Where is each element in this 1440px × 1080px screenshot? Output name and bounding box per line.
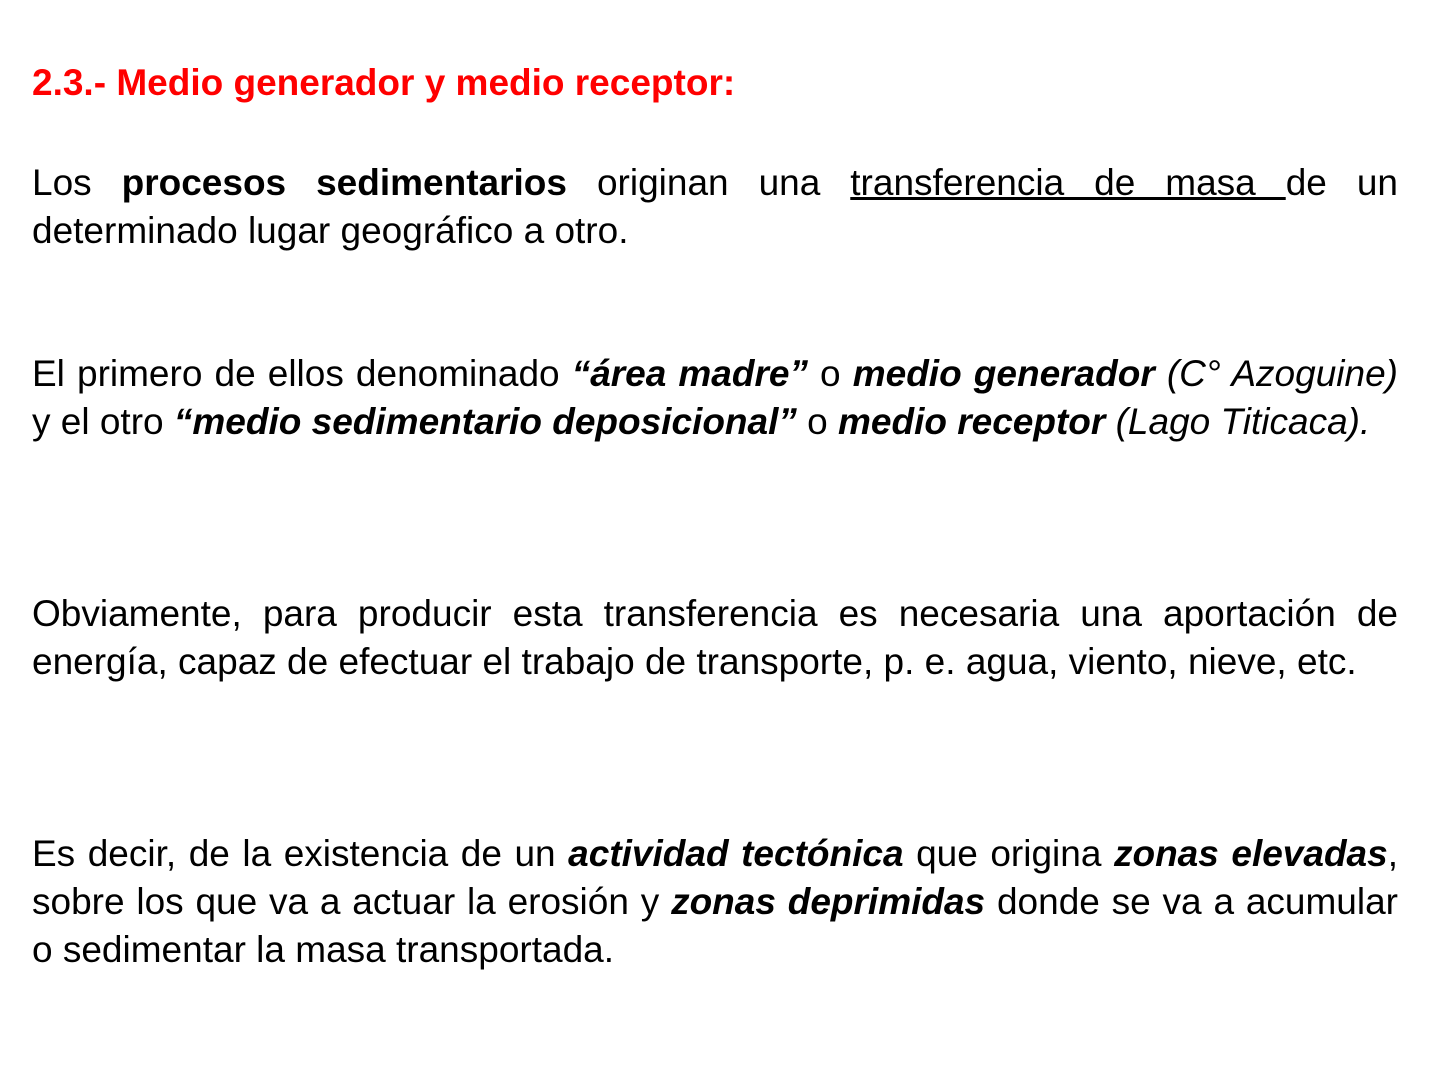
bold-term: procesos sedimentarios [121, 162, 567, 203]
underlined-term: transferencia de masa [850, 162, 1286, 203]
bold-italic-term: actividad tectónica [568, 833, 904, 874]
text: Los [32, 162, 122, 203]
text: originan una [566, 162, 851, 203]
bold-italic-term: “área madre” [571, 353, 808, 394]
text: que origina [903, 833, 1114, 874]
italic-text: (Lago Titicaca). [1105, 401, 1371, 442]
text: , sobre los que va a actuar la erosión y [32, 833, 1398, 922]
paragraph-tectonics [32, 830, 1398, 974]
text: o [796, 401, 839, 442]
paragraph-source-area [32, 350, 1398, 446]
text: donde se va a acumular o sedimentar la masa transportada. [32, 881, 1399, 970]
bold-italic-term: medio receptor [838, 401, 1106, 442]
text: y el otro [32, 401, 174, 442]
text: El primero de ellos denominado [32, 353, 572, 394]
bold-italic-term: “medio sedimentario deposicional” [173, 401, 797, 442]
bold-italic-term: medio generador [852, 353, 1155, 394]
paragraph-energy [32, 590, 1398, 686]
bold-italic-term: zonas deprimidas [671, 881, 986, 922]
text: Es decir, de la existencia de un [32, 833, 569, 874]
italic-text: (C° Azoguine) [1154, 353, 1398, 394]
bold-italic-term: zonas elevadas [1113, 833, 1388, 874]
text: Obviamente, para producir esta transferencia es necesaria una aportación de energía, capaz de efectuar el trabajo de transporte, p. e. agua, viento, nieve, etc. [32, 593, 1398, 682]
section-title: 2.3.- Medio generador y medio receptor: [32, 62, 736, 103]
text: de un determinado lugar geográfico a otro. [32, 162, 1398, 251]
text: o [807, 353, 853, 394]
paragraph-mass-transfer [32, 159, 1398, 255]
